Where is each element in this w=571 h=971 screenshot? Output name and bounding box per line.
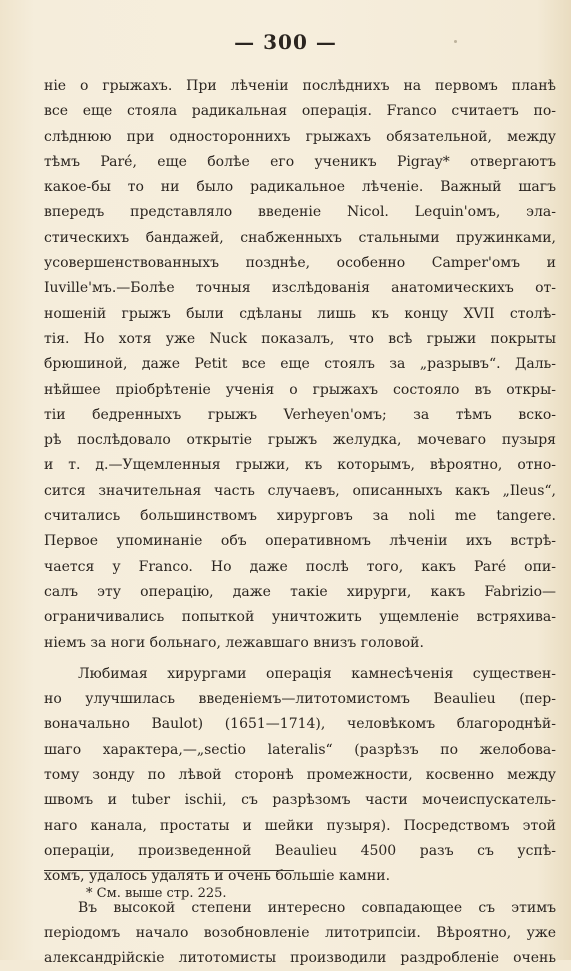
text-line: тіи бедренныхъ грыжъ Verheyen'омъ; за тѣмъ вско-	[44, 403, 556, 428]
text-line: наго канала, простаты и шейки пузыря). Посредствомъ этой	[44, 814, 556, 839]
paper-speck	[454, 40, 457, 43]
text-line: ніемъ за ноги больнаго, лежавшаго внизъ головой.	[44, 631, 556, 656]
text-line: нѣйшее пріобрѣтеніе ученія о грыжахъ состояло въ откры-	[44, 378, 556, 403]
text-line: тѣмъ Paré, еще болѣе его ученикъ Pigray* отвергаютъ	[44, 150, 556, 175]
paragraph-lithotomy	[44, 662, 556, 890]
text-line: брюшиной, даже Petit все еще стоялъ за „разрывъ“. Даль-	[44, 352, 556, 377]
text-line: и т. д.—Ущемленныя грыжи, къ которымъ, вѣроятно, отно-	[44, 453, 556, 478]
text-line: впередъ представляло введеніе Nicol. Lequin'омъ, эла-	[44, 200, 556, 225]
text-line: сится значительная часть случаевъ, описанныхъ какъ „Ileus“,	[44, 479, 556, 504]
footnote: * См. выше стр. 225.	[86, 884, 227, 904]
text-line: все еще стояла радикальная операція. Franco считаетъ по-	[44, 99, 556, 124]
text-line: ношеній грыжъ были сдѣланы лишь къ концу XVII столѣ-	[44, 302, 556, 327]
text-line: тія. Но хотя уже Nuck показалъ, что всѣ грыжи покрыты	[44, 327, 556, 352]
text-line: воначально Baulot) (1651—1714), человѣкомъ благороднѣй-	[44, 712, 556, 737]
text-line: салъ эту операцію, даже такіе хирурги, какъ Fabrizio—	[44, 580, 556, 605]
text-line: чается у Franco. Но даже послѣ того, какъ Paré опи-	[44, 555, 556, 580]
text-line: ограничивались попыткой уничтожить ущемленіе встряхива-	[44, 605, 556, 630]
text-line: но улучшилась введеніемъ—литотомистомъ Beaulieu (пер-	[44, 687, 556, 712]
text-line: усовершенствованныхъ позднѣе, особенно Camper'омъ и	[44, 251, 556, 276]
text-line: швомъ и tuber ischii, съ разрѣзомъ части мочеиспускатель-	[44, 788, 556, 813]
text-line: тому зонду по лѣвой сторонѣ промежности, косвенно между	[44, 763, 556, 788]
text-line: слѣднюю при одностороннихъ грыжахъ обязательной, между	[44, 125, 556, 150]
footnote-divider	[44, 870, 294, 871]
text-line: считались большинствомъ хирурговъ за noli me tangere.	[44, 504, 556, 529]
text-line: Въ высокой степени интересно совпадающее съ этимъ	[44, 896, 556, 921]
paragraph-hernia	[44, 74, 556, 656]
text-line: періодомъ начало возобновленіе литотрипсіи. Вѣроятно, уже	[44, 921, 556, 946]
text-line: шаго характера,—„sectio lateralis“ (разрѣзъ по желобова-	[44, 738, 556, 763]
page-number: — 300 —	[0, 30, 571, 54]
text-line: рѣ послѣдовало открытіе грыжъ желудка, мочеваго пузыря	[44, 428, 556, 453]
text-line: александрійскіе литотомисты производили раздробленіе очень	[44, 946, 556, 971]
body-text	[44, 74, 556, 971]
text-line: стическихъ бандажей, снабженныхъ стальными пружинками,	[44, 226, 556, 251]
text-line: Любимая хирургами операція камнесѣченія существен-	[44, 662, 556, 687]
text-line: какое-бы то ни было радикальное лѣченіе. Важный шагъ	[44, 175, 556, 200]
text-line: операціи, произведенной Beaulieu 4500 разъ съ успѣ-	[44, 839, 556, 864]
text-line: ніе о грыжахъ. При лѣченіи послѣднихъ на первомъ планѣ	[44, 74, 556, 99]
text-line: хомъ, удалось удалять и очень большіе камни.	[44, 864, 556, 889]
text-line: Первое упоминаніе объ оперативномъ лѣченіи ихъ встрѣ-	[44, 529, 556, 554]
text-line: Iuville'мъ.—Болѣе точныя изслѣдованія анатомическихъ от-	[44, 276, 556, 301]
